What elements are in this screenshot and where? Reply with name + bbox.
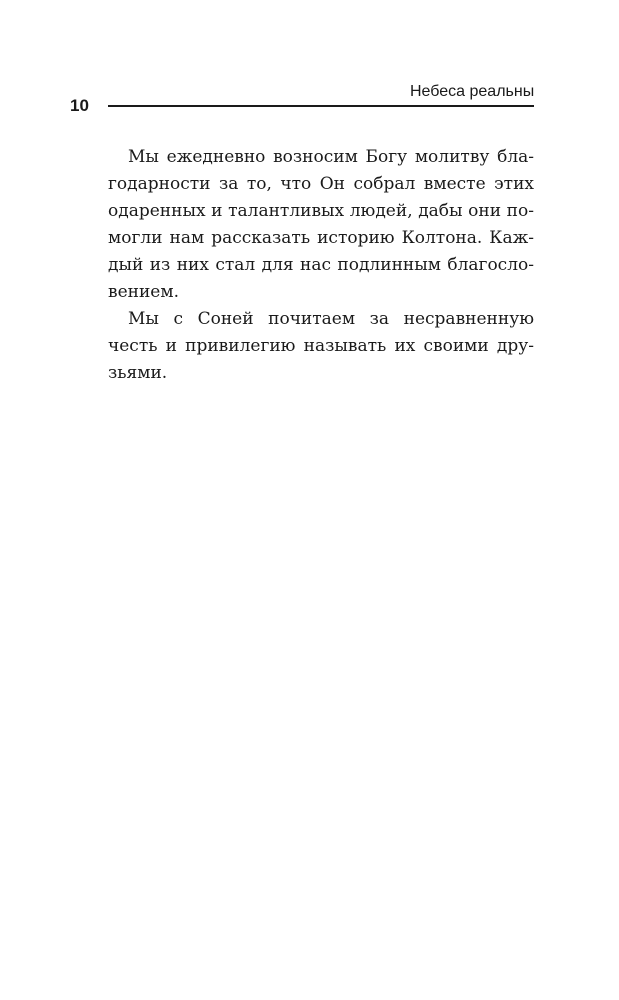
running-title: Небеса реальны bbox=[410, 83, 535, 100]
text-line: вением. bbox=[108, 282, 179, 302]
text-line: могли нам рассказать историю Колтона. Каж- bbox=[108, 228, 534, 248]
text-line: зьями. bbox=[108, 363, 168, 383]
text-line: Мы ежедневно возносим Богу молитву бла- bbox=[128, 147, 534, 167]
text-line: дый из них стал для нас подлинным благосло- bbox=[108, 255, 534, 275]
text-line: Мы с Соней почитаем за несравненную bbox=[128, 309, 534, 329]
text-line: годарности за то, что Он собрал вместе этих bbox=[108, 174, 534, 194]
text-line: одаренных и талантливых людей, дабы они по- bbox=[108, 201, 534, 221]
text-line: честь и привилегию называть их своими дру- bbox=[108, 336, 534, 356]
page-number: 10 bbox=[70, 96, 89, 115]
paragraph-2 bbox=[108, 306, 534, 387]
paragraph-1 bbox=[108, 144, 534, 306]
body-text bbox=[108, 144, 534, 387]
header-rule bbox=[108, 105, 534, 107]
